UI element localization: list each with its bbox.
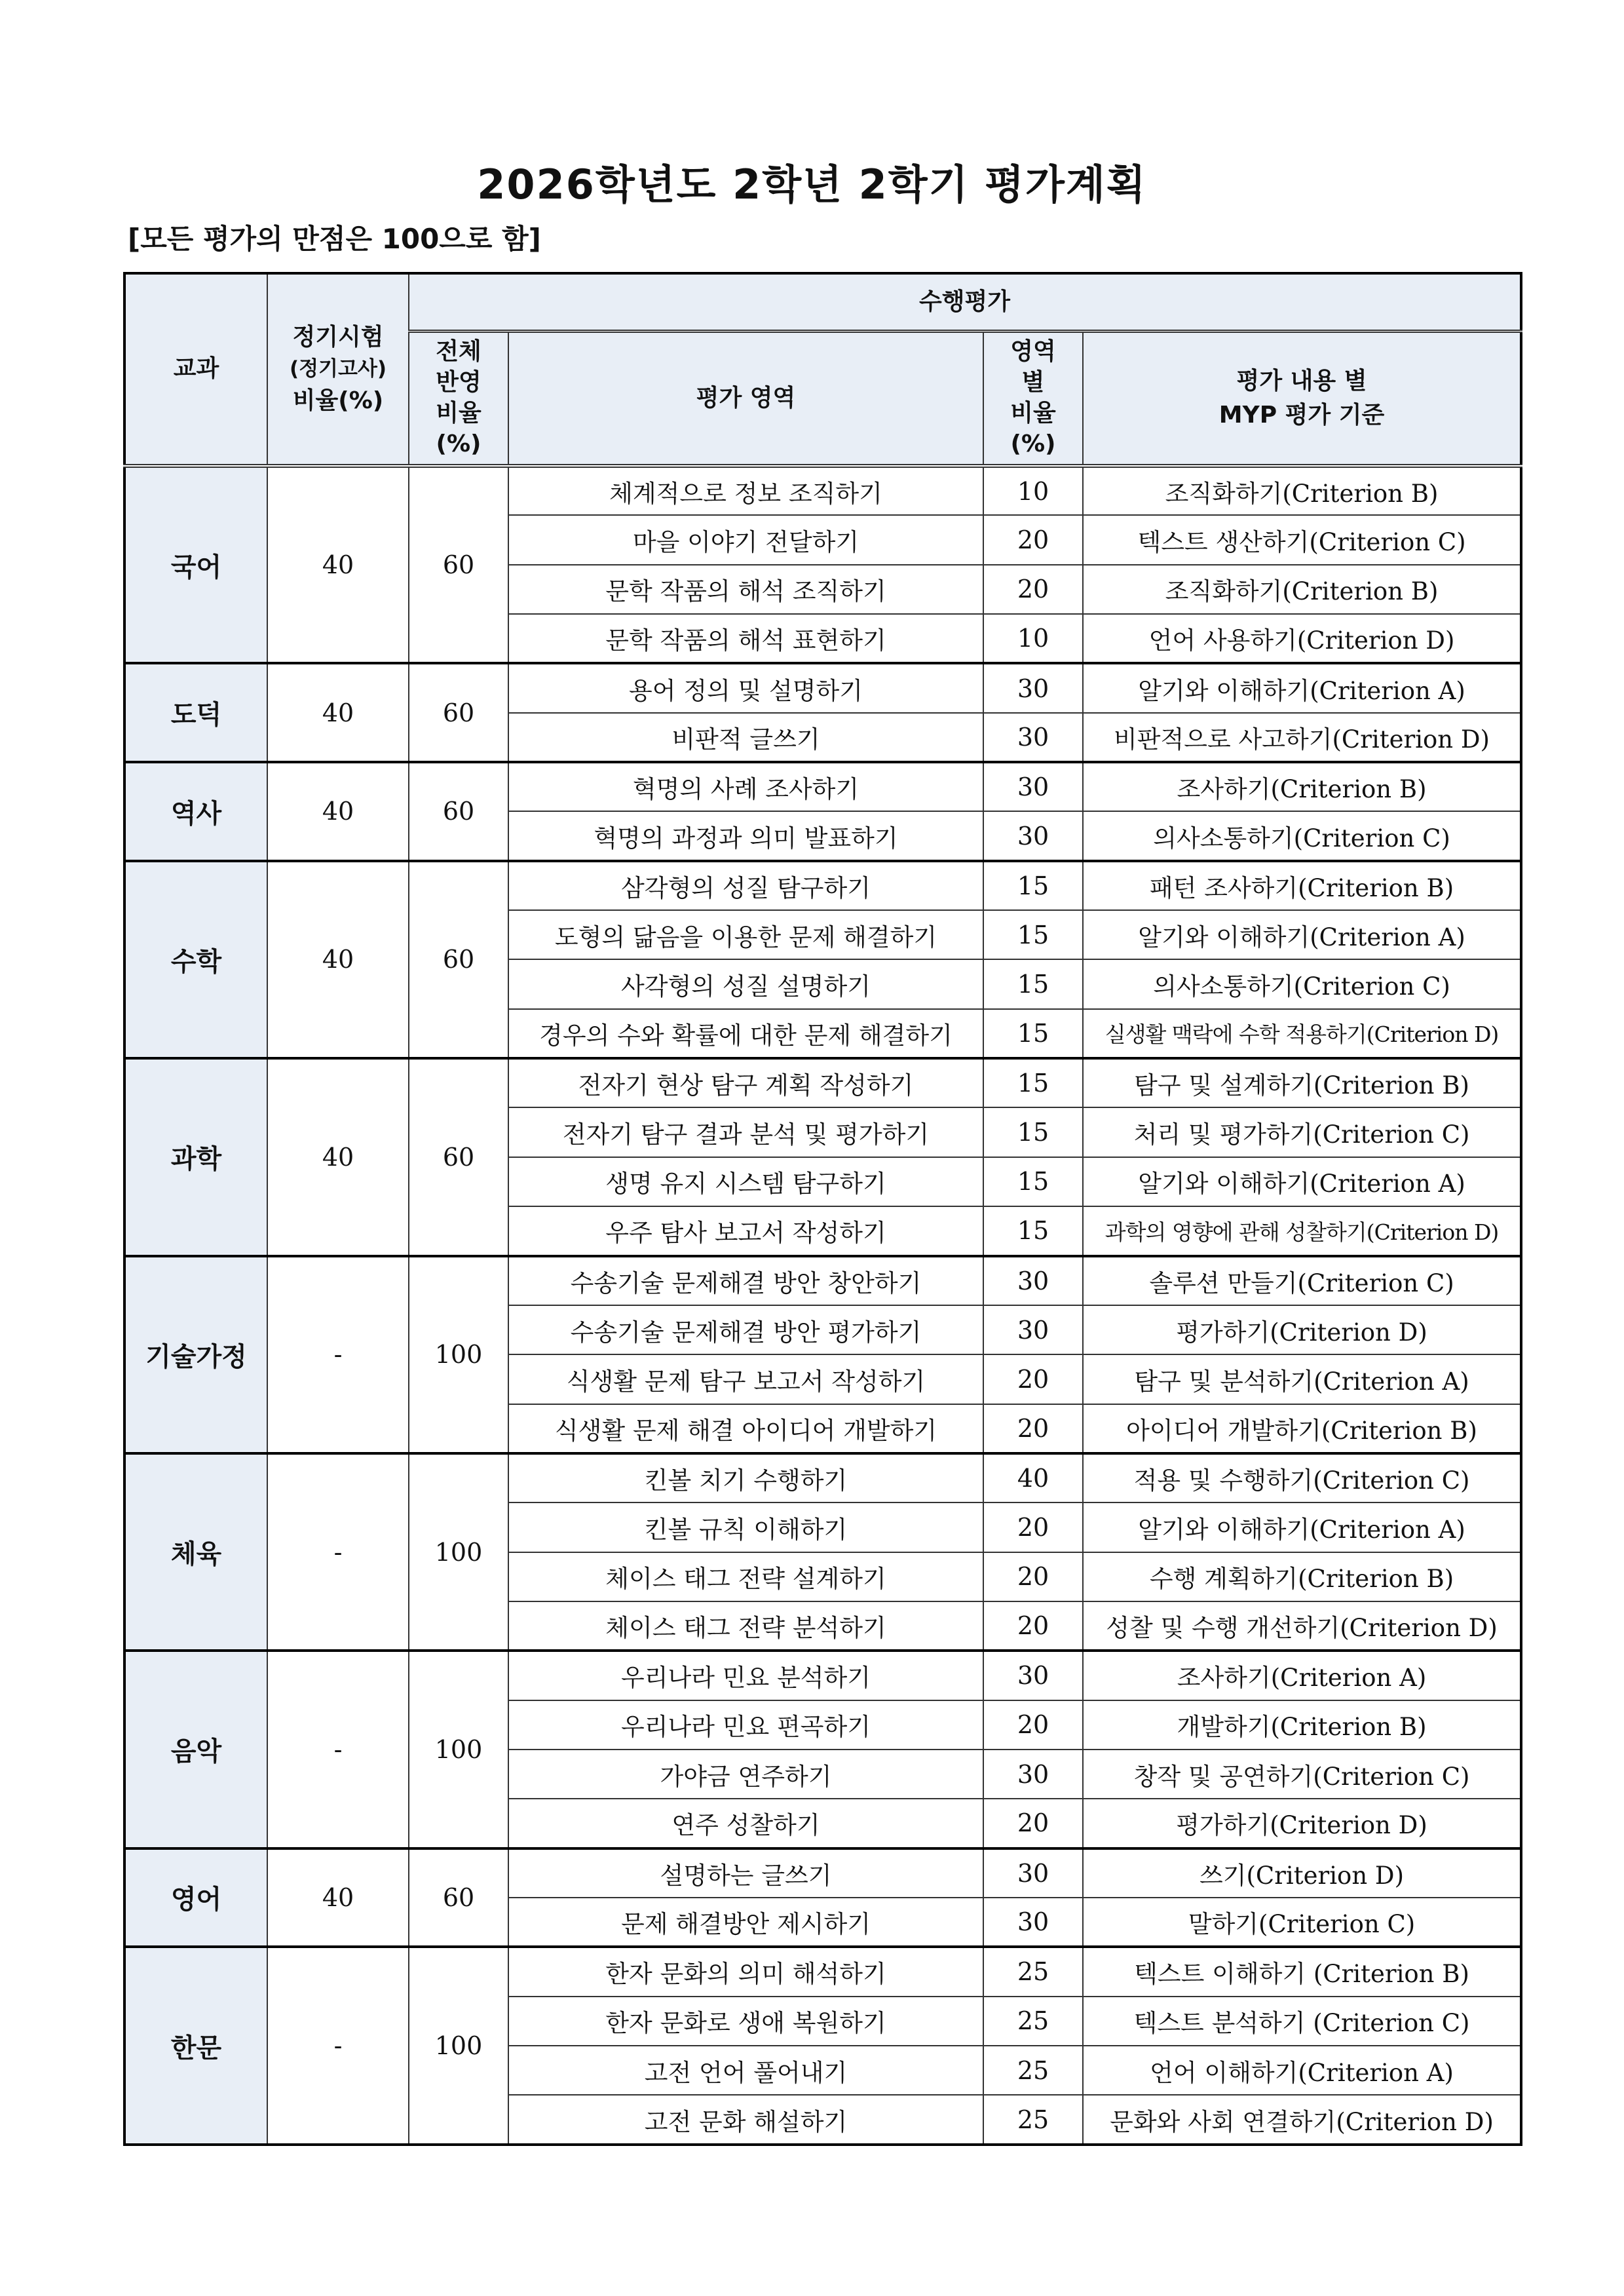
header-area-ratio-line: 별 — [1021, 368, 1045, 396]
myp-criterion: 언어 사용하기(Criterion D) — [1083, 614, 1521, 663]
area-ratio: 30 — [983, 1848, 1083, 1898]
header-criteria-line1: 평가 내용 별 — [1236, 367, 1367, 394]
area-ratio: 25 — [983, 2095, 1083, 2145]
performance-ratio: 60 — [409, 663, 508, 762]
evaluation-area: 혁명의 과정과 의미 발표하기 — [508, 811, 983, 860]
myp-criterion: 처리 및 평가하기(Criterion C) — [1083, 1107, 1521, 1157]
area-ratio: 20 — [983, 1404, 1083, 1453]
area-ratio: 20 — [983, 1552, 1083, 1601]
myp-criterion: 알기와 이해하기(Criterion A) — [1083, 910, 1521, 959]
evaluation-plan-body — [124, 466, 1521, 2145]
evaluation-area: 킨볼 규칙 이해하기 — [508, 1502, 983, 1552]
evaluation-area: 전자기 현상 탐구 계획 작성하기 — [508, 1058, 983, 1107]
area-ratio: 15 — [983, 1058, 1083, 1107]
evaluation-area: 도형의 닮음을 이용한 문제 해결하기 — [508, 910, 983, 959]
header-subject: 교과 — [124, 273, 267, 466]
subject-name: 음악 — [124, 1651, 267, 1848]
header-area-ratio-line: (%) — [1010, 430, 1056, 457]
subject-name: 체육 — [124, 1453, 267, 1651]
subject-name: 역사 — [124, 762, 267, 861]
myp-criterion: 의사소통하기(Criterion C) — [1083, 959, 1521, 1008]
area-ratio: 40 — [983, 1453, 1083, 1502]
area-ratio: 30 — [983, 713, 1083, 762]
evaluation-area: 체이스 태그 전략 설계하기 — [508, 1552, 983, 1601]
evaluation-area: 연주 성찰하기 — [508, 1799, 983, 1848]
evaluation-area: 문학 작품의 해석 표현하기 — [508, 614, 983, 663]
myp-criterion: 창작 및 공연하기(Criterion C) — [1083, 1750, 1521, 1799]
performance-ratio: 60 — [409, 1058, 508, 1255]
page-title: 2026학년도 2학년 2학기 평가계획 — [477, 161, 1147, 208]
table-row — [124, 466, 1521, 515]
area-ratio: 30 — [983, 663, 1083, 712]
evaluation-area: 고전 문화 해설하기 — [508, 2095, 983, 2145]
evaluation-area: 비판적 글쓰기 — [508, 713, 983, 762]
table-row — [124, 1453, 1521, 1502]
myp-criterion: 비판적으로 사고하기(Criterion D) — [1083, 713, 1521, 762]
myp-criterion: 알기와 이해하기(Criterion A) — [1083, 663, 1521, 712]
myp-criterion: 텍스트 분석하기 (Criterion C) — [1083, 1997, 1521, 2046]
myp-criterion: 탐구 및 설계하기(Criterion B) — [1083, 1058, 1521, 1107]
table-row — [124, 861, 1521, 910]
myp-criterion: 솔루션 만들기(Criterion C) — [1083, 1256, 1521, 1305]
header-exam-line3: 비율(%) — [292, 387, 384, 414]
myp-criterion: 탐구 및 분석하기(Criterion A) — [1083, 1354, 1521, 1404]
exam-ratio: 40 — [267, 663, 409, 762]
exam-ratio: - — [267, 1947, 409, 2145]
exam-ratio: - — [267, 1651, 409, 1848]
table-row — [124, 1947, 1521, 1996]
table-row — [124, 1651, 1521, 1700]
area-ratio: 30 — [983, 1256, 1083, 1305]
myp-criterion: 텍스트 이해하기 (Criterion B) — [1083, 1947, 1521, 1996]
header-area: 평가 영역 — [508, 331, 983, 466]
evaluation-area: 체계적으로 정보 조직하기 — [508, 466, 983, 515]
header-criteria — [1083, 331, 1521, 466]
evaluation-area: 마을 이야기 전달하기 — [508, 515, 983, 564]
myp-criterion: 평가하기(Criterion D) — [1083, 1305, 1521, 1354]
myp-criterion: 실생활 맥락에 수학 적용하기(Criterion D) — [1083, 1009, 1521, 1058]
area-ratio: 30 — [983, 1651, 1083, 1700]
area-ratio: 20 — [983, 1502, 1083, 1552]
myp-criterion: 텍스트 생산하기(Criterion C) — [1083, 515, 1521, 564]
performance-ratio: 100 — [409, 1947, 508, 2145]
evaluation-area: 수송기술 문제해결 방안 창안하기 — [508, 1256, 983, 1305]
evaluation-area: 전자기 탐구 결과 분석 및 평가하기 — [508, 1107, 983, 1157]
area-ratio: 25 — [983, 1947, 1083, 1996]
evaluation-area: 사각형의 성질 설명하기 — [508, 959, 983, 1008]
header-area-ratio — [983, 331, 1083, 466]
evaluation-area: 우리나라 민요 편곡하기 — [508, 1700, 983, 1750]
header-total-ratio-line: 전체 — [436, 338, 482, 366]
area-ratio: 25 — [983, 1997, 1083, 2046]
exam-ratio: 40 — [267, 861, 409, 1058]
exam-ratio: 40 — [267, 1058, 409, 1255]
header-total-ratio-line: 반영 — [436, 368, 482, 396]
myp-criterion: 알기와 이해하기(Criterion A) — [1083, 1502, 1521, 1552]
evaluation-area: 문제 해결방안 제시하기 — [508, 1898, 983, 1947]
area-ratio: 10 — [983, 466, 1083, 515]
area-ratio: 30 — [983, 1898, 1083, 1947]
evaluation-area: 한자 문화의 의미 해석하기 — [508, 1947, 983, 1996]
area-ratio: 20 — [983, 515, 1083, 564]
exam-ratio: 40 — [267, 466, 409, 663]
subject-name: 국어 — [124, 466, 267, 663]
evaluation-area: 수송기술 문제해결 방안 평가하기 — [508, 1305, 983, 1354]
evaluation-area: 문학 작품의 해석 조직하기 — [508, 565, 983, 614]
evaluation-area: 가야금 연주하기 — [508, 1750, 983, 1799]
area-ratio: 20 — [983, 1799, 1083, 1848]
header-total-ratio-line: (%) — [436, 430, 482, 457]
subject-name: 도덕 — [124, 663, 267, 762]
myp-criterion: 개발하기(Criterion B) — [1083, 1700, 1521, 1750]
performance-ratio: 60 — [409, 762, 508, 861]
performance-ratio: 100 — [409, 1453, 508, 1651]
area-ratio: 20 — [983, 1700, 1083, 1750]
area-ratio: 10 — [983, 614, 1083, 663]
myp-criterion: 조사하기(Criterion B) — [1083, 762, 1521, 811]
myp-criterion: 조직화하기(Criterion B) — [1083, 565, 1521, 614]
area-ratio: 15 — [983, 1107, 1083, 1157]
header-criteria-line2: MYP 평가 기준 — [1218, 401, 1385, 429]
subject-name: 영어 — [124, 1848, 267, 1947]
myp-criterion: 말하기(Criterion C) — [1083, 1898, 1521, 1947]
area-ratio: 20 — [983, 1354, 1083, 1404]
evaluation-area: 용어 정의 및 설명하기 — [508, 663, 983, 712]
myp-criterion: 쓰기(Criterion D) — [1083, 1848, 1521, 1898]
myp-criterion: 조사하기(Criterion A) — [1083, 1651, 1521, 1700]
myp-criterion: 수행 계획하기(Criterion B) — [1083, 1552, 1521, 1601]
myp-criterion: 성찰 및 수행 개선하기(Criterion D) — [1083, 1601, 1521, 1651]
area-ratio: 25 — [983, 2046, 1083, 2095]
myp-criterion: 알기와 이해하기(Criterion A) — [1083, 1157, 1521, 1206]
exam-ratio: - — [267, 1256, 409, 1453]
table-row — [124, 1256, 1521, 1305]
subject-name: 과학 — [124, 1058, 267, 1255]
evaluation-area: 생명 유지 시스템 탐구하기 — [508, 1157, 983, 1206]
area-ratio: 30 — [983, 762, 1083, 811]
evaluation-area: 식생활 문제 탐구 보고서 작성하기 — [508, 1354, 983, 1404]
area-ratio: 15 — [983, 861, 1083, 910]
performance-ratio: 60 — [409, 466, 508, 663]
evaluation-area: 설명하는 글쓰기 — [508, 1848, 983, 1898]
area-ratio: 30 — [983, 1750, 1083, 1799]
header-total-ratio-line: 비율 — [436, 399, 482, 427]
performance-ratio: 60 — [409, 861, 508, 1058]
scoring-note: [모든 평가의 만점은 100으로 함] — [128, 223, 541, 255]
myp-criterion: 의사소통하기(Criterion C) — [1083, 811, 1521, 860]
evaluation-area: 우주 탐사 보고서 작성하기 — [508, 1206, 983, 1255]
header-exam-ratio — [267, 273, 409, 466]
table-row — [124, 1058, 1521, 1107]
header-total-ratio — [409, 331, 508, 466]
exam-ratio: 40 — [267, 762, 409, 861]
evaluation-area: 삼각형의 성질 탐구하기 — [508, 861, 983, 910]
subject-name: 한문 — [124, 1947, 267, 2145]
evaluation-area: 식생활 문제 해결 아이디어 개발하기 — [508, 1404, 983, 1453]
subject-name: 기술가정 — [124, 1256, 267, 1453]
subject-name: 수학 — [124, 861, 267, 1058]
myp-criterion: 문화와 사회 연결하기(Criterion D) — [1083, 2095, 1521, 2145]
area-ratio: 20 — [983, 1601, 1083, 1651]
myp-criterion: 아이디어 개발하기(Criterion B) — [1083, 1404, 1521, 1453]
header-performance: 수행평가 — [409, 273, 1521, 331]
area-ratio: 15 — [983, 1157, 1083, 1206]
area-ratio: 15 — [983, 910, 1083, 959]
exam-ratio: 40 — [267, 1848, 409, 1947]
evaluation-area: 킨볼 치기 수행하기 — [508, 1453, 983, 1502]
evaluation-area: 경우의 수와 확률에 대한 문제 해결하기 — [508, 1009, 983, 1058]
area-ratio: 30 — [983, 1305, 1083, 1354]
header-area-ratio-line: 영역 — [1010, 338, 1056, 366]
evaluation-area: 체이스 태그 전략 분석하기 — [508, 1601, 983, 1651]
table-row — [124, 762, 1521, 811]
area-ratio: 15 — [983, 1009, 1083, 1058]
myp-criterion: 과학의 영향에 관해 성찰하기(Criterion D) — [1083, 1206, 1521, 1255]
myp-criterion: 평가하기(Criterion D) — [1083, 1799, 1521, 1848]
area-ratio: 15 — [983, 959, 1083, 1008]
myp-criterion: 조직화하기(Criterion B) — [1083, 466, 1521, 515]
evaluation-plan-table — [123, 272, 1522, 2146]
area-ratio: 20 — [983, 565, 1083, 614]
header-exam-line2: (정기고사) — [289, 357, 387, 381]
table-row — [124, 663, 1521, 712]
table-row — [124, 1848, 1521, 1898]
myp-criterion: 언어 이해하기(Criterion A) — [1083, 2046, 1521, 2095]
evaluation-area: 고전 언어 풀어내기 — [508, 2046, 983, 2095]
myp-criterion: 패턴 조사하기(Criterion B) — [1083, 861, 1521, 910]
exam-ratio: - — [267, 1453, 409, 1651]
performance-ratio: 100 — [409, 1651, 508, 1848]
performance-ratio: 60 — [409, 1848, 508, 1947]
evaluation-area: 우리나라 민요 분석하기 — [508, 1651, 983, 1700]
evaluation-area: 혁명의 사례 조사하기 — [508, 762, 983, 811]
area-ratio: 30 — [983, 811, 1083, 860]
header-exam-line1: 정기시험 — [292, 323, 384, 351]
myp-criterion: 적용 및 수행하기(Criterion C) — [1083, 1453, 1521, 1502]
performance-ratio: 100 — [409, 1256, 508, 1453]
area-ratio: 15 — [983, 1206, 1083, 1255]
evaluation-area: 한자 문화로 생애 복원하기 — [508, 1997, 983, 2046]
header-area-ratio-line: 비율 — [1010, 399, 1056, 427]
